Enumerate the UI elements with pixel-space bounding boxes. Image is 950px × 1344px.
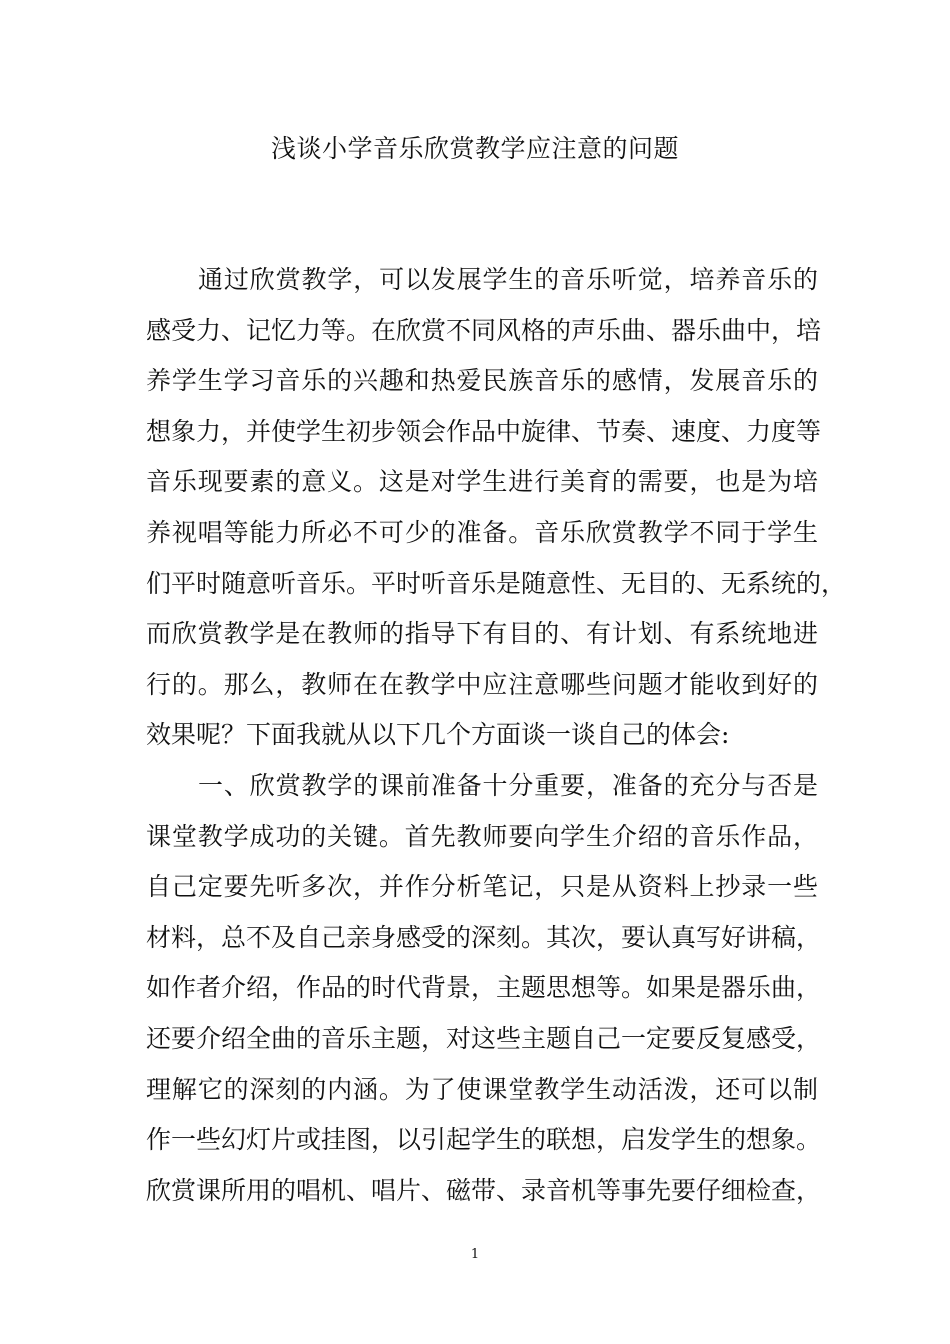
paragraph-1-line-10: 效果呢？下面我就从以下几个方面谈一谈自己的体会:: [146, 720, 730, 750]
paragraph-1-line-6: 养视唱等能力所必不可少的准备。音乐欣赏教学不同于学生: [146, 517, 818, 547]
paragraph-1-line-1: 通过欣赏教学，可以发展学生的音乐听觉，培养音乐的: [198, 265, 818, 294]
paragraph-2-line-9: 欣赏课所用的唱机、唱片、磁带、录音机等事先要仔细检查，: [146, 1175, 822, 1205]
paragraph-2-line-8: 作一些幻灯片或挂图，以引起学生的联想，启发学生的想象。: [146, 1125, 822, 1155]
paragraph-1-line-5: 音乐现要素的意义。这是对学生进行美育的需要，也是为培: [146, 467, 818, 497]
paragraph-2-line-4: 材料，总不及自己亲身感受的深刻。其次，要认真写好讲稿，: [146, 922, 822, 952]
paragraph-2-line-5: 如作者介绍，作品的时代背景，主题思想等。如果是器乐曲，: [146, 973, 822, 1003]
document-body: [146, 255, 847, 1216]
page-number: 1: [470, 1247, 480, 1262]
document-title: 浅谈小学音乐欣赏教学应注意的问题: [270, 134, 679, 163]
paragraph-1-line-8: 而欣赏教学是在教师的指导下有目的、有计划、有系统地进: [146, 619, 818, 649]
paragraph-2-line-2: 课堂教学成功的关键。首先教师要向学生介绍的音乐作品，: [146, 821, 818, 851]
paragraph-1-line-7: 们平时随意听音乐。平时听音乐是随意性、无目的、无系统的，: [146, 568, 847, 598]
paragraph-1-line-4: 想象力，并使学生初步领会作品中旋律、节奏、速度、力度等: [146, 416, 822, 446]
paragraph-2-line-7: 理解它的深刻的内涵。为了使课堂教学生动活泼，还可以制: [146, 1074, 818, 1104]
paragraph-1-line-3: 养学生学习音乐的兴趣和热爱民族音乐的感情，发展音乐的: [146, 366, 818, 396]
paragraph-1-line-9: 行的。那么，教师在在教学中应注意哪些问题才能收到好的: [146, 669, 818, 699]
paragraph-2-line-3: 自己定要先听多次，并作分析笔记，只是从资料上抄录一些: [146, 872, 818, 902]
paragraph-2-line-1: 一、欣赏教学的课前准备十分重要，准备的充分与否是: [198, 770, 818, 800]
paragraph-1-line-2: 感受力、记忆力等。在欣赏不同风格的声乐曲、器乐曲中，培: [146, 315, 822, 345]
paragraph-2-line-6: 还要介绍全曲的音乐主题，对这些主题自己一定要反复感受，: [146, 1023, 822, 1053]
